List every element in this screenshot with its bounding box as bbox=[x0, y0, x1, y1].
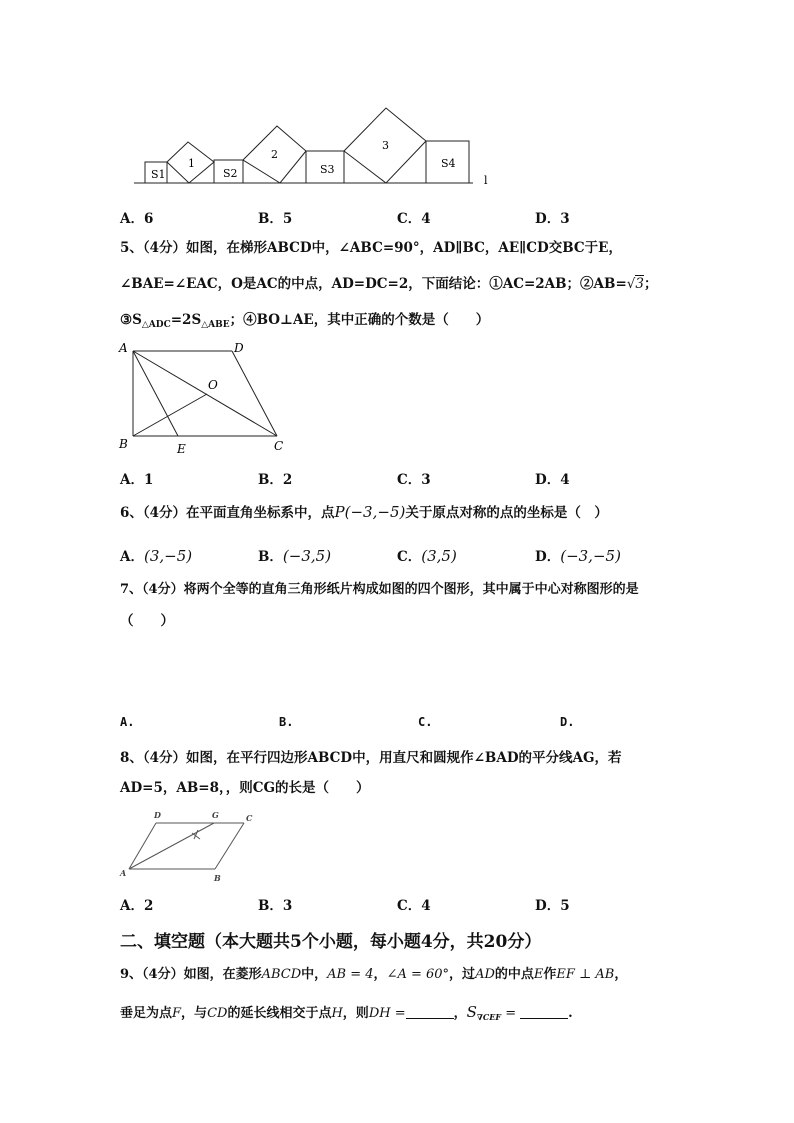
q9-e: E bbox=[533, 967, 544, 982]
q6-option-b[interactable] bbox=[258, 545, 331, 565]
label-1: 1 bbox=[188, 157, 195, 170]
option-letter: B． bbox=[258, 549, 283, 565]
option-letter: D． bbox=[535, 472, 561, 488]
option-text: 1 bbox=[143, 472, 154, 488]
q7-option-a[interactable]: A. bbox=[120, 715, 135, 729]
option-text: 4 bbox=[421, 211, 431, 227]
q6-stem bbox=[120, 503, 608, 522]
q6-option-a[interactable] bbox=[120, 545, 192, 565]
q5-line2 bbox=[120, 275, 657, 293]
option-letter: D． bbox=[535, 211, 561, 227]
label-g: G bbox=[212, 810, 219, 820]
q5-line3-mid: =2S bbox=[170, 312, 202, 328]
label-a: A bbox=[119, 341, 128, 355]
option-text: (3,5) bbox=[421, 547, 457, 565]
q9-s-sub: ∇CEF bbox=[476, 1012, 502, 1022]
q9-s: S bbox=[466, 1003, 477, 1021]
label-e: E bbox=[177, 442, 186, 456]
q7-option-d[interactable]: D. bbox=[560, 715, 575, 729]
q4-squares-figure bbox=[128, 100, 508, 190]
label-b: B bbox=[214, 873, 221, 883]
q9-efab: EF ⊥ AB bbox=[556, 967, 615, 982]
answer-blank-dh[interactable] bbox=[406, 1006, 454, 1019]
q8-option-c[interactable] bbox=[397, 894, 431, 914]
q5-sub-abe: △ABE bbox=[201, 320, 230, 330]
q9-text: 的中点 bbox=[494, 967, 534, 982]
option-text: 3 bbox=[282, 898, 293, 914]
label-d: D bbox=[234, 341, 244, 355]
q9-text: ，则 bbox=[342, 1006, 369, 1021]
q9-text: 中， bbox=[301, 967, 328, 982]
q6-option-d[interactable] bbox=[535, 545, 621, 565]
label-s4: S4 bbox=[441, 157, 456, 170]
q6-option-c[interactable] bbox=[397, 545, 457, 565]
label-3: 3 bbox=[382, 139, 389, 152]
q7-option-b[interactable]: B. bbox=[279, 715, 294, 729]
option-text: 2 bbox=[282, 472, 293, 488]
q9-text: ，过 bbox=[449, 967, 476, 982]
q6-post: 关于原点对称的点的坐标是（ ） bbox=[405, 505, 608, 521]
label-b: B bbox=[119, 437, 128, 451]
option-letter: D． bbox=[535, 898, 561, 914]
option-letter: C． bbox=[397, 898, 422, 914]
option-text: 5 bbox=[282, 211, 293, 227]
option-letter: A． bbox=[120, 211, 144, 227]
option-letter: C． bbox=[397, 211, 422, 227]
option-letter: C． bbox=[397, 549, 422, 565]
q5-sub-adc: △ADC bbox=[141, 320, 171, 330]
label-c: C bbox=[246, 813, 253, 823]
label-2: 2 bbox=[271, 148, 278, 161]
option-text: 4 bbox=[560, 472, 570, 488]
q9-ad: AD bbox=[475, 967, 495, 982]
q9-s-eq: = bbox=[501, 1006, 517, 1021]
q5-option-b[interactable] bbox=[258, 468, 292, 488]
q9-text: 垂足为点 bbox=[120, 1006, 173, 1021]
q8-parallelogram-figure bbox=[118, 806, 263, 884]
q9-text: ，与 bbox=[181, 1006, 208, 1021]
label-s2: S2 bbox=[223, 167, 238, 180]
q5-trapezoid-figure bbox=[115, 338, 295, 460]
q5-line3 bbox=[120, 311, 489, 334]
q5-option-c[interactable] bbox=[397, 468, 431, 488]
q9-text: ， bbox=[453, 1006, 467, 1021]
q5-line1: 5、（4分）如图，在梯形ABCD中，∠ABC=90°，AD∥BC，AE∥CD交BC于E， bbox=[120, 240, 622, 256]
option-text: 3 bbox=[560, 211, 570, 227]
q9-abcd: ABCD bbox=[261, 967, 302, 982]
option-letter: B． bbox=[258, 898, 283, 914]
label-s3: S3 bbox=[320, 163, 335, 176]
q5-line3-post: ；④BO⊥AE，其中正确的个数是（ ） bbox=[229, 312, 490, 328]
segment-ag bbox=[129, 823, 214, 869]
option-text: 2 bbox=[143, 898, 154, 914]
option-letter: A． bbox=[120, 549, 144, 565]
q9-text: ， bbox=[614, 967, 628, 982]
q9-f: F bbox=[172, 1006, 182, 1021]
option-text: 3 bbox=[421, 472, 431, 488]
q5-line3-pre: ③S bbox=[120, 312, 142, 328]
answer-blank-area[interactable] bbox=[520, 1006, 568, 1019]
option-letter: B． bbox=[258, 472, 283, 488]
option-text: 6 bbox=[143, 211, 154, 227]
label-c: C bbox=[274, 439, 284, 453]
q4-option-c[interactable] bbox=[397, 207, 431, 227]
q6-pre: 6、（4分）在平面直角坐标系中，点 bbox=[120, 505, 335, 521]
section-title: 二、填空题（本大题共5个小题，每小题4分，共20分） bbox=[120, 932, 542, 952]
q9-text: 9、（4分）如图，在菱形 bbox=[120, 967, 262, 982]
q4-option-a[interactable] bbox=[120, 207, 153, 227]
q5-option-a[interactable] bbox=[120, 468, 153, 488]
q9-line1 bbox=[120, 966, 627, 984]
option-letter: A． bbox=[120, 472, 144, 488]
q9-h: H bbox=[331, 1006, 343, 1021]
label-d: D bbox=[154, 810, 161, 820]
segment-bc bbox=[215, 823, 244, 869]
label-s1: S1 bbox=[151, 168, 166, 181]
q9-cd: CD bbox=[207, 1006, 228, 1021]
option-text: (3,−5) bbox=[143, 547, 193, 565]
segment-bo bbox=[133, 394, 207, 436]
sqrt-radicand: 3 bbox=[635, 276, 644, 292]
q9-end: . bbox=[568, 1006, 573, 1021]
option-letter: A． bbox=[120, 898, 144, 914]
q7-line2: （ ） bbox=[120, 613, 174, 629]
q9-line2 bbox=[120, 1003, 573, 1026]
q4-option-d[interactable] bbox=[535, 207, 570, 227]
q5-option-d[interactable] bbox=[535, 468, 570, 488]
q9-text: 的延长线相交于点 bbox=[227, 1006, 332, 1021]
label-a: A bbox=[120, 868, 127, 878]
q7-line1: 7、（4分）将两个全等的直角三角形纸片构成如图的四个图形，其中属于中心对称图形的是 bbox=[120, 582, 639, 597]
option-letter: D． bbox=[535, 549, 561, 565]
q8-option-a[interactable] bbox=[120, 894, 153, 914]
label-o: O bbox=[208, 378, 218, 392]
sqrt-sign: √ bbox=[626, 276, 636, 292]
q9-ab4: AB = 4 bbox=[327, 967, 374, 982]
label-l: l bbox=[484, 174, 488, 187]
q9-dh: DH = bbox=[368, 1006, 406, 1021]
q9-text: ， bbox=[373, 967, 387, 982]
option-text: 5 bbox=[560, 898, 570, 914]
q7-option-c[interactable]: C. bbox=[418, 715, 433, 729]
option-letter: C． bbox=[397, 472, 422, 488]
option-text: 4 bbox=[421, 898, 431, 914]
q8-option-b[interactable] bbox=[258, 894, 292, 914]
q9-angle: ∠A = 60° bbox=[386, 967, 450, 982]
q4-option-b[interactable] bbox=[258, 207, 292, 227]
option-text: (−3,−5) bbox=[560, 547, 621, 565]
q9-text: 作 bbox=[543, 967, 557, 982]
q6-point: P(−3,−5) bbox=[334, 503, 406, 521]
option-text: (−3,5) bbox=[282, 547, 332, 565]
q5-line2-text: ∠BAE=∠EAC，O是AC的中点，AD=DC=2，下面结论：①AC=2AB；②AB= bbox=[120, 276, 627, 292]
q8-option-d[interactable] bbox=[535, 894, 570, 914]
option-letter: B． bbox=[258, 211, 283, 227]
q8-line1: 8、（4分）如图，在平行四边形ABCD中，用直尺和圆规作∠BAD的平分线AG，若 bbox=[120, 750, 622, 766]
q5-line2-end: ； bbox=[643, 276, 658, 292]
q8-line2: AD=5，AB=8，，则CG的长是（ ） bbox=[120, 780, 370, 796]
